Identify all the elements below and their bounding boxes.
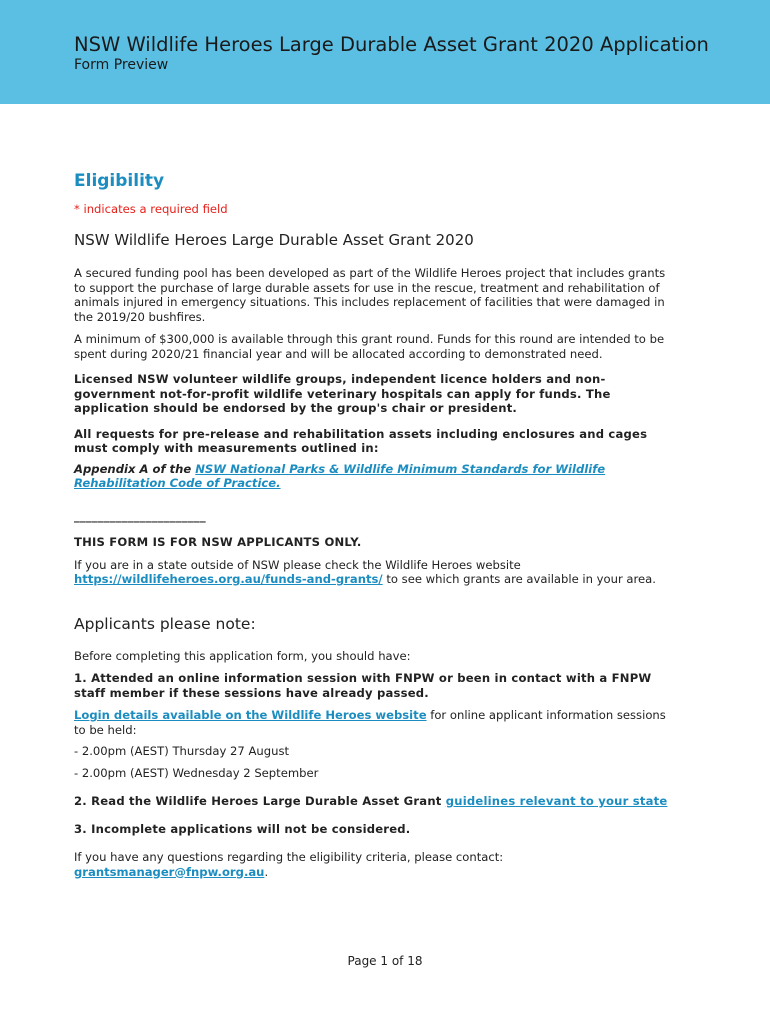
requirement-item-2 <box>74 794 674 809</box>
session-item-2: - 2.00pm (AEST) Wednesday 2 September <box>74 765 319 780</box>
funding-paragraph: A minimum of $300,000 is available through this grant round. Funds for this round are intended to be spent during 2020/21 financial year and will be allocated according to demonstrated need. <box>74 332 665 361</box>
intro-paragraph: A secured funding pool has been developed as part of the Wildlife Heroes project that includes grants to support the purchase of large durable assets for use in the rescue, treatment and rehabilitation of animals injured in emergency situations. This includes replacement of facilities that were damaged in the 2019/20 bushfires. <box>74 266 666 324</box>
other-states-paragraph <box>74 558 674 587</box>
before-completing-text: Before completing this application form, you should have: <box>74 648 411 663</box>
appendix-prefix: Appendix A of the <box>74 461 196 476</box>
code-of-practice-link[interactable]: NSW National Parks & Wildlife Minimum Standards for Wildlife Rehabilitation Code of Practice. <box>74 461 606 490</box>
contact-email-link[interactable]: grantsmanager@fnpw.org.au <box>74 864 265 879</box>
other-states-prefix: If you are in a state outside of NSW please check the Wildlife Heroes website <box>74 557 521 572</box>
other-states-suffix: to see which grants are available in your area. <box>382 572 656 586</box>
guidelines-link[interactable]: guidelines relevant to your state <box>445 794 668 808</box>
session-item-1: - 2.00pm (AEST) Thursday 27 August <box>74 744 290 758</box>
section-heading: Eligibility <box>74 171 165 191</box>
requirements-paragraph: All requests for pre-release and rehabilitation assets including enclosures and cages must comply with measurements outlined in: <box>74 426 648 455</box>
form-content <box>74 170 674 879</box>
required-note: * indicates a required field <box>74 202 228 216</box>
login-paragraph <box>74 708 674 737</box>
nsw-only-notice: THIS FORM IS FOR NSW APPLICANTS ONLY. <box>74 535 362 549</box>
eligibility-paragraph: Licensed NSW volunteer wildlife groups, independent licence holders and non-government not-for-profit wildlife veterinary hospitals can apply for funds. The application should be endorsed by the group's chair or president. <box>74 372 611 415</box>
appendix-paragraph <box>74 462 674 491</box>
page-number: Page 1 of 18 <box>347 954 423 968</box>
login-details-link[interactable]: Login details available on the Wildlife Heroes website <box>74 708 427 722</box>
login-suffix: for online applicant information sessions to be held: <box>74 708 666 737</box>
contact-prefix: If you have any questions regarding the eligibility criteria, please contact: <box>74 850 504 864</box>
funds-and-grants-link[interactable]: https://wildlifeheroes.org.au/funds-and-grants/ <box>74 572 383 586</box>
requirement-item-3: 3. Incomplete applications will not be considered. <box>74 821 411 836</box>
item2-prefix: 2. Read the Wildlife Heroes Large Durable Asset Grant <box>74 794 446 808</box>
contact-suffix: . <box>264 864 269 879</box>
divider-line: ______________________ <box>74 508 206 523</box>
header-banner <box>0 0 770 104</box>
contact-paragraph <box>74 850 674 879</box>
applicants-note-heading: Applicants please note: <box>74 614 256 633</box>
page-title: NSW Wildlife Heroes Large Durable Asset Grant 2020 Application <box>74 33 709 56</box>
form-title: NSW Wildlife Heroes Large Durable Asset Grant 2020 <box>74 231 474 249</box>
requirement-item-1: 1. Attended an online information session with FNPW or been in contact with a FNPW staff member if these sessions have already passed. <box>74 671 652 700</box>
page-subtitle: Form Preview <box>74 57 169 73</box>
